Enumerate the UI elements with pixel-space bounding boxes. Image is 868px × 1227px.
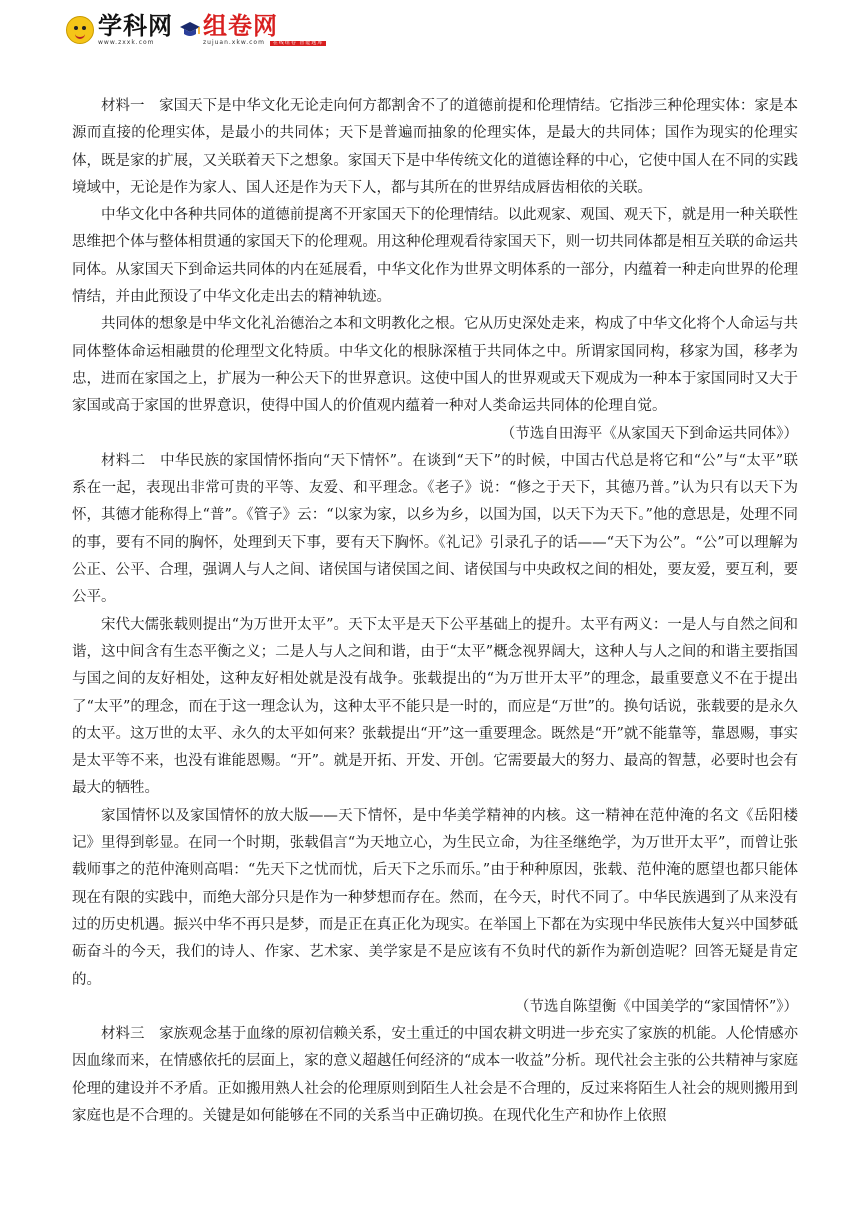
body-paragraph: 中华文化中各种共同体的道德前提离不开家国天下的伦理情结。以此观家、观国、观天下，就是用一种关联性思维把个体与整体相贯通的家国天下的伦理观。用这种伦理观看待家国天下，则一切共同体都是相互关联的命运共同体。从家国天下到命运共同体的内在延展看，中华文化作为世界文明体系的一部分，内蕴着一种走向世界的伦理情结，并由此预设了中华文化走出去的精神轨迹。 [72, 207, 798, 306]
zxxk-logo-name: 学科网 [98, 12, 173, 40]
source-citation: （节选自陈望衡《中国美学的“家国情怀”》） [514, 998, 798, 1015]
graduation-cap-icon [179, 19, 201, 41]
article-body [72, 93, 798, 1130]
mascot-face-icon [66, 16, 94, 44]
zujuan-logo-name: 组卷网 [203, 12, 278, 40]
body-paragraph: 家国情怀以及家国情怀的放大版——天下情怀，是中华美学精神的内核。这一精神在范仲淹的名文《岳阳楼记》里得到彰显。在同一个时期，张载倡言“为天地立心，为生民立命，为往圣继绝学，为万世开太平”，而曾让张载师事之的范仲淹则高唱：“先天下之忧而忧，后天下之乐而乐。”由于种种原因，张载、范仲淹的愿望也都只能体现在有限的实践中，而绝大部分只是作为一种梦想而存在。然而，在今天，时代不同了。中华民族遇到了从来没有过的历史机遇。振兴中华不再只是梦，而是正在真正化为现实。在举国上下都在为实现中华民族伟大复兴中国梦砥砺奋斗的今天，我们的诗人、作家、艺术家、美学家是不是应该有不负时代的新作为新创造呢？回答无疑是肯定的。 [72, 807, 798, 988]
material-two-paragraph: 材料二 中华民族的家国情怀指向“天下情怀”。在谈到“天下”的时候，中国古代总是将它和“公”与“太平”联系在一起，表现出非常可贵的平等、友爱、和平理念。《老子》说：“修之于天下，其德乃普。”认为只有以天下为怀，其德才能称得上“普”。《管子》云：“以家为家，以乡为乡，以国为国，以天下为天下。”他的意思是，处理不同的事，要有不同的胸怀，处理到天下事，要有天下胸怀。《礼记》引录孔子的话——“天下为公”。“公”可以理解为公正、公平、合理，强调人与人之间、诸侯国与诸侯国之间、诸侯国与中央政权之间的相处，要友爱，要互利，要公平。 [72, 452, 798, 606]
material-one-paragraph: 材料一 家国天下是中华文化无论走向何方都割舍不了的道德前提和伦理情结。它指涉三种伦理实体：家是本源而直接的伦理实体，是最小的共同体；天下是普遍而抽象的伦理实体，是最大的共同体；国作为现实的伦理实体，既是家的扩展，又关联着天下之想象。家国天下是中华传统文化的道德诠释的中心，它使中国人在不同的实践境域中，无论是作为家人、国人还是作为天下人，都与其所在的世界结成唇齿相依的关联。 [72, 98, 798, 196]
zujuan-logo[interactable] [203, 14, 326, 46]
body-paragraph: 共同体的想象是中华文化礼治德治之本和文明教化之根。它从历史深处走来，构成了中华文化将个人命运与共同体整体命运相融贯的伦理型文化特质。中华文化的根脉深植于共同体之中。所谓家国同构，移家为国，移孝为忠，进而在家国之上，扩展为一种公天下的世界意识。这使中国人的世界观或天下观成为一种本于家国同时又大于家国或高于家国的世界意识，使得中国人的价值观内蕴着一种对人类命运共同体的伦理自觉。 [72, 316, 798, 415]
body-paragraph: 宋代大儒张载则提出“为万世开太平”。天下太平是天下公平基础上的提升。太平有两义：一是人与自然之间和谐，这中间含有生态平衡之义；二是人与人之间和谐，由于“太平”概念视界阔大，这种人与人之间的和谐主要指国与国之间的友好相处，这种友好相处就是没有战争。张载提出的“为万世开太平”的理念，最重要意义不在于提出了“太平”的理念，而在于这一理念认为，这种太平不能只是一时的，而应是“万世”的。换句话说，张载要的是永久的太平。这万世的太平、永久的太平如何来？张载提出“开”这一重要理念。既然是“开”就不能靠等，靠恩赐，事实是太平等不来，也没有谁能恩赐。“开”。就是开拓、开发、开创。它需要最大的努力、最高的智慧，必要时也会有最大的牺牲。 [72, 616, 798, 797]
page-header [66, 10, 326, 50]
zujuan-logo-tag: 在线组卷 智能题库 [270, 41, 327, 46]
zujuan-logo-url: zujuan.xkw.com [203, 39, 265, 46]
zxxk-logo[interactable] [66, 14, 173, 46]
source-citation: （节选自田海平《从家国天下到命运共同体》） [500, 425, 798, 442]
material-three-paragraph: 材料三 家族观念基于血缘的原初信赖关系，安土重迁的中国农耕文明进一步充实了家族的机能。人伦情感亦因血缘而来，在情感依托的层面上，家的意义超越任何经济的“成本一收益”分析。现代社会主张的公共精神与家庭伦理的建设并不矛盾。正如搬用熟人社会的伦理原则到陌生人社会是不合理的，反过来将陌生人社会的规则搬用到家庭也是不合理的。关键是如何能够在不同的关系当中正确切换。在现代化生产和协作上依照 [72, 1026, 798, 1124]
zxxk-logo-url: www.zxxk.com [98, 39, 155, 46]
